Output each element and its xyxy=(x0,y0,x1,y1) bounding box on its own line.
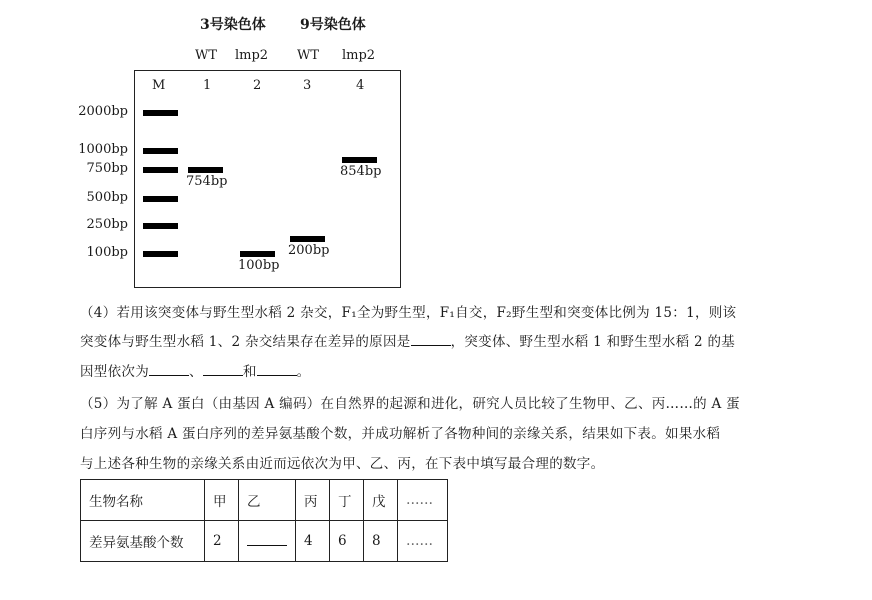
table-cell: 2 xyxy=(205,521,239,562)
lane-type-1: WT xyxy=(195,48,218,63)
band-label-lane-3: 200bp xyxy=(288,243,330,258)
q4-line-2-text-b: ，突变体、野生型水稻 1 和野生型水稻 2 的基 xyxy=(450,334,736,350)
ladder-band-1000 xyxy=(143,148,178,154)
band-lane-3 xyxy=(290,236,325,242)
q4-blank-genotype-mutant[interactable] xyxy=(149,362,189,376)
table-row-organism xyxy=(81,480,448,521)
q4-blank-genotype-wt1[interactable] xyxy=(203,362,243,376)
table-cell: 8 xyxy=(364,521,398,562)
table-cell: 戊 xyxy=(364,480,398,521)
table-header-difference: 差异氨基酸个数 xyxy=(81,521,205,562)
table-cell: 丙 xyxy=(296,480,330,521)
table-blank-yi[interactable] xyxy=(247,533,287,546)
q4-line-1: （4）若用该突变体与野生型水稻 2 杂交，F₁全为野生型，F₁自交，F₂野生型和突变体比例为 15：1，则该 xyxy=(80,305,737,321)
q4-line-2-text-a: 突变体与野生型水稻 1、2 杂交结果存在差异的原因是 xyxy=(80,334,411,350)
lane-type-3: WT xyxy=(297,48,320,63)
band-lane-2 xyxy=(240,251,275,257)
ladder-label-250: 250bp xyxy=(86,217,128,232)
table-cell: 乙 xyxy=(239,480,296,521)
ladder-band-750 xyxy=(143,167,178,173)
table-cell: 6 xyxy=(330,521,364,562)
table-cell: …… xyxy=(398,521,448,562)
ladder-label-750: 750bp xyxy=(86,161,128,176)
table-cell: …… xyxy=(398,480,448,521)
ladder-band-500 xyxy=(143,196,178,202)
q4-end: 。 xyxy=(296,364,311,380)
band-lane-4 xyxy=(342,157,377,163)
ladder-label-2000: 2000bp xyxy=(78,104,128,119)
table-cell-blank[interactable] xyxy=(239,521,296,562)
q5-line-1: （5）为了解 A 蛋白（由基因 A 编码）在自然界的起源和进化，研究人员比较了生物甲、乙、丙……的 A 蛋 xyxy=(80,396,740,412)
table-cell: 丁 xyxy=(330,480,364,521)
lane-label-4: 4 xyxy=(356,78,365,93)
lane-type-2: lmp2 xyxy=(235,48,269,63)
q4-line-2 xyxy=(80,332,735,352)
q4-separator-2: 和 xyxy=(242,364,257,380)
lane-label-m: M xyxy=(152,78,166,93)
q4-blank-genotype-wt2[interactable] xyxy=(257,362,297,376)
amino-acid-difference-table xyxy=(80,479,448,562)
q4-line-3-text: 因型依次为 xyxy=(80,364,149,380)
lane-type-4: lmp2 xyxy=(342,48,376,63)
band-label-lane-2: 100bp xyxy=(238,258,280,273)
lane-label-1: 1 xyxy=(203,78,212,93)
q4-line-3 xyxy=(80,362,310,382)
table-header-organism: 生物名称 xyxy=(81,480,205,521)
ladder-label-1000: 1000bp xyxy=(78,142,128,157)
chromosome-3-header: 3号染色体 xyxy=(200,17,266,33)
band-label-lane-1: 754bp xyxy=(186,174,228,189)
table-cell: 甲 xyxy=(205,480,239,521)
table-row-difference xyxy=(81,521,448,562)
q5-line-3: 与上述各种生物的亲缘关系由近而远依次为甲、乙、丙，在下表中填写最合理的数字。 xyxy=(80,456,605,472)
table-cell: 4 xyxy=(296,521,330,562)
ladder-label-500: 500bp xyxy=(86,190,128,205)
q4-blank-reason[interactable] xyxy=(411,332,451,346)
ladder-band-250 xyxy=(143,223,178,229)
ladder-band-100 xyxy=(143,251,178,257)
q5-line-2: 白序列与水稻 A 蛋白序列的差异氨基酸个数，并成功解析了各物种间的亲缘关系，结果如下表。如果水稻 xyxy=(80,426,721,442)
band-label-lane-4: 854bp xyxy=(340,164,382,179)
lane-label-2: 2 xyxy=(253,78,262,93)
ladder-label-100: 100bp xyxy=(86,245,128,260)
q4-separator-1: 、 xyxy=(189,364,203,380)
band-lane-1 xyxy=(188,167,223,173)
chromosome-9-header: 9号染色体 xyxy=(300,17,366,33)
lane-label-3: 3 xyxy=(303,78,312,93)
ladder-band-2000 xyxy=(143,110,178,116)
